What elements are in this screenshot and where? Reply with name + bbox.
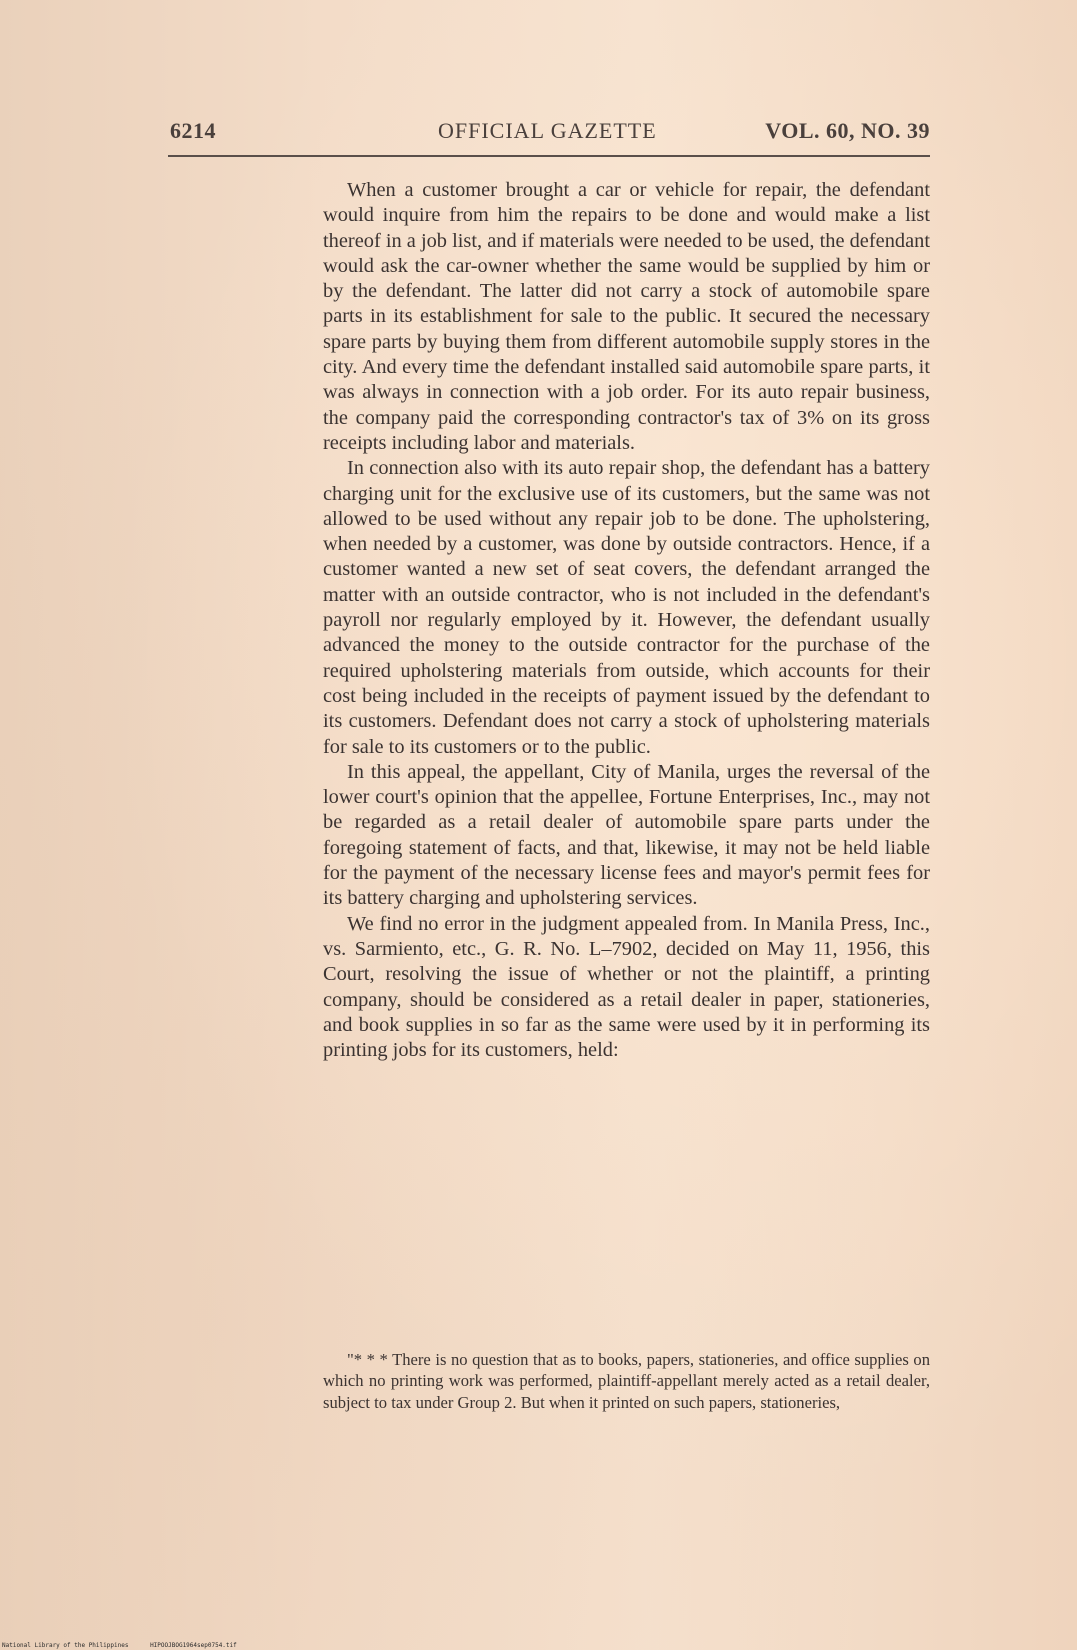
page-number: 6214 <box>170 118 216 143</box>
scan-footer <box>2 1642 237 1649</box>
file-identifier: HIPOOJBOG1964sep0754.tif <box>150 1642 237 1649</box>
quote-text: "* * * There is no question that as to books, papers, stationeries, and office supplies on which no printing work was performed, plaintiff-appellant merely acted as a retail dealer, subject to tax under Group 2. But when it printed on such papers, stationeries, <box>323 1350 930 1412</box>
main-text <box>323 178 930 1063</box>
paragraph-3: In this appeal, the appellant, City of Manila, urges the reversal of the lower court's opinion that the appellee, Fortune Enterprises, Inc., may not be regarded as a retail dealer of automobile spare parts under the foregoing statement of facts, and that, likewise, it may not be held liable for the payment of the necessary license fees and mayor's permit fees for its battery charging and upholstering services. <box>323 760 930 910</box>
running-head <box>168 118 930 148</box>
issue-label: VOL. 60, NO. 39 <box>765 118 930 143</box>
paragraph-1: When a customer brought a car or vehicle for repair, the defendant would inquire from him the repairs to be done and would make a list thereof in a job list, and if materials were needed to be used, the defendant would ask the car-owner whether the same would be supplied by him or by the defendant. The latter did not carry a stock of automobile spare parts in its establishment for sale to the public. It secured the necessary spare parts by buying them from different automobile supply stores in the city. And every time the defendant installed said automobile spare parts, it was always in connection with a job order. For its auto repair business, the company paid the corresponding contractor's tax of 3% on its gross receipts including labor and materials. <box>323 179 930 454</box>
paragraph-2: In connection also with its auto repair shop, the defendant has a battery charging unit for the exclusive use of its customers, but the same was not allowed to be used without any repair job to be done. The upholstering, when needed by a customer, was done by outside contractors. Hence, if a customer wanted a new set of seat covers, the defendant arranged the matter with an outside contractor, who is not included in the defendant's payroll nor regularly employed by it. However, the defendant usually advanced the money to the outside contractor for the purchase of the required upholstering materials from outside, which accounts for their cost being included in the receipts of payment issued by the defendant to its customers. Defendant does not carry a stock of upholstering materials for sale to its customers or to the public. <box>323 457 930 758</box>
library-credit: National Library of the Philippines <box>2 1642 129 1649</box>
block-quote <box>323 1349 930 1413</box>
header-rule <box>168 155 930 157</box>
publication-title: OFFICIAL GAZETTE <box>438 118 657 143</box>
paragraph-4: We find no error in the judgment appealed from. In Manila Press, Inc., vs. Sarmiento, etc., G. R. No. L–7902, decided on May 11, 1956, this Court, resolving the issue of whether or not the plaintiff, a printing company, should be considered as a retail dealer in paper, stationeries, and book supplies in so far as the same were used by it in performing its printing jobs for its customers, held: <box>323 912 930 1062</box>
